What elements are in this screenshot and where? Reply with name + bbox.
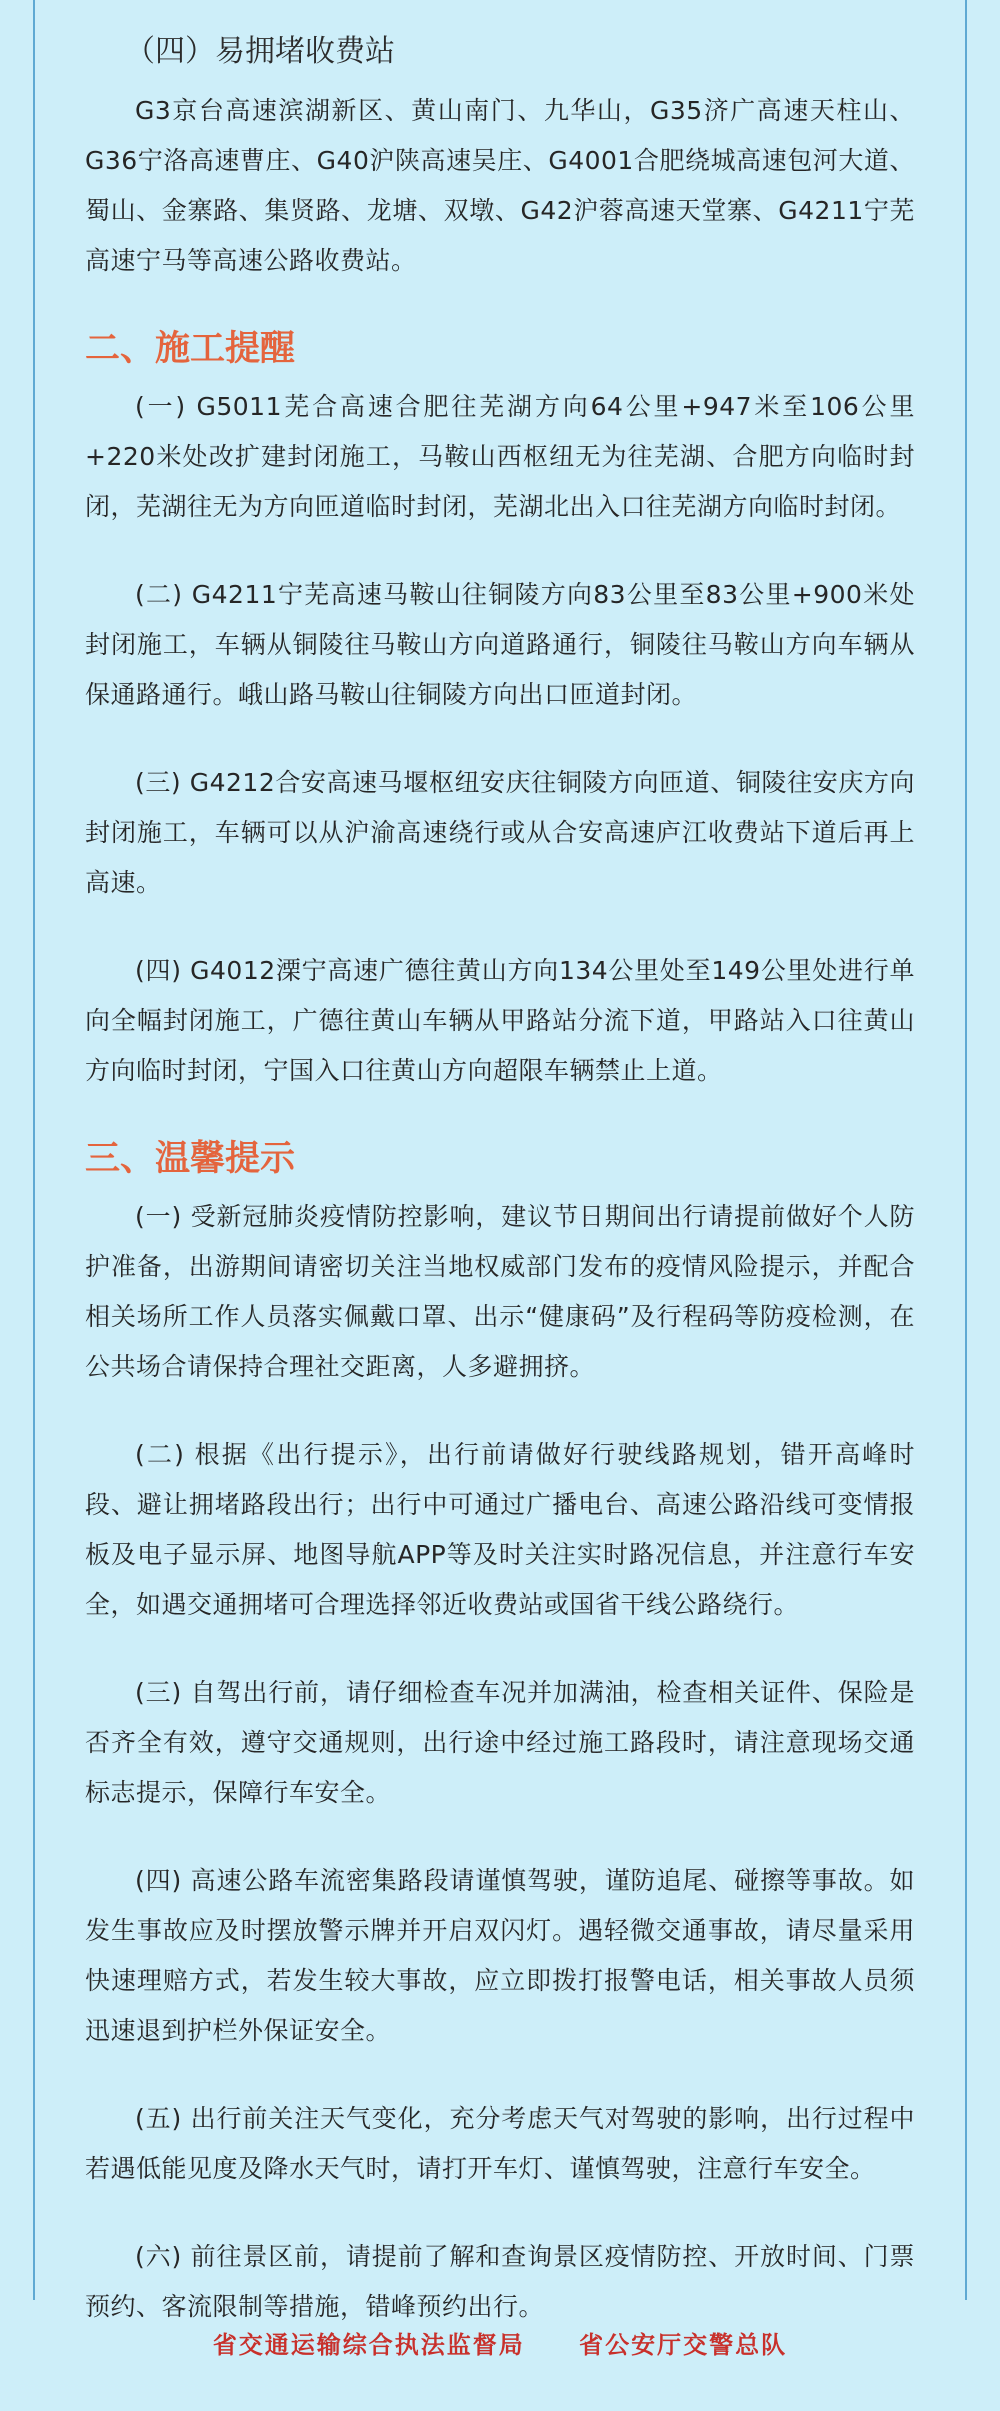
construction-item: (一) G5011芜合高速合肥往芜湖方向64公里+947米至106公里+220米处改扩建封闭施工，马鞍山西枢纽无为往芜湖、合肥方向临时封闭，芜湖往无为方向匝道临时封闭，芜湖北出入口往芜湖方向临时封闭。 bbox=[85, 392, 915, 521]
footer-organizations bbox=[0, 2325, 1000, 2360]
subheading-congested-stations: （四）易拥堵收费站 bbox=[125, 34, 395, 69]
article-body bbox=[85, 30, 915, 2370]
footer-org-transport: 省交通运输综合执法监督局 bbox=[212, 2330, 525, 2359]
construction-item: (二) G4211宁芜高速马鞍山往铜陵方向83公里至83公里+900米处封闭施工，车辆从铜陵往马鞍山方向道路通行，铜陵往马鞍山方向车辆从保通路通行。峨山路马鞍山往铜陵方向出口匝道封闭。 bbox=[85, 580, 915, 709]
tip-item: (二) 根据《出行提示》，出行前请做好行驶线路规划，错开高峰时段、避让拥堵路段出行；出行中可通过广播电台、高速公路沿线可变情报板及电子显示屏、地图导航APP等及时关注实时路况信息，并注意行车安全，如遇交通拥堵可合理选择邻近收费站或国省干线公路绕行。 bbox=[85, 1440, 915, 1619]
tip-item: (三) 自驾出行前，请仔细检查车况并加满油，检查相关证件、保险是否齐全有效，遵守交通规则，出行途中经过施工路段时，请注意现场交通标志提示，保障行车安全。 bbox=[85, 1678, 915, 1807]
tip-item: (一) 受新冠肺炎疫情防控影响，建议节日期间出行请提前做好个人防护准备，出游期间请密切关注当地权威部门发布的疫情风险提示，并配合相关场所工作人员落实佩戴口罩、出示“健康码”及行程码等防疫检测，在公共场合请保持合理社交距离，人多避拥挤。 bbox=[85, 1202, 915, 1381]
construction-item: (三) G4212合安高速马堰枢纽安庆往铜陵方向匝道、铜陵往安庆方向封闭施工，车辆可以从沪渝高速绕行或从合安高速庐江收费站下道后再上高速。 bbox=[85, 768, 915, 897]
construction-item: (四) G4012溧宁高速广德往黄山方向134公里处至149公里处进行单向全幅封闭施工，广德往黄山车辆从甲路站分流下道，甲路站入口往黄山方向临时封闭，宁国入口往黄山方向超限车辆禁止上道。 bbox=[85, 956, 915, 1085]
tip-item: (六) 前往景区前，请提前了解和查询景区疫情防控、开放时间、门票预约、客流限制等措施，错峰预约出行。 bbox=[85, 2242, 915, 2321]
tip-item: (四) 高速公路车流密集路段请谨慎驾驶，谨防追尾、碰擦等事故。如发生事故应及时摆放警示牌并开启双闪灯。遇轻微交通事故，请尽量采用快速理赔方式，若发生较大事故，应立即拨打报警电话，相关事故人员须迅速退到护栏外保证安全。 bbox=[85, 1866, 915, 2045]
section-title-construction: 二、施工提醒 bbox=[85, 329, 296, 369]
footer-org-police: 省公安厅交警总队 bbox=[579, 2330, 788, 2359]
tip-item: (五) 出行前关注天气变化，充分考虑天气对驾驶的影响，出行过程中若遇低能见度及降水天气时，请打开车灯、谨慎驾驶，注意行车安全。 bbox=[85, 2104, 915, 2183]
congested-stations-text: G3京台高速滨湖新区、黄山南门、九华山，G35济广高速天柱山、G36宁洛高速曹庄、G40沪陕高速吴庄、G4001合肥绕城高速包河大道、蜀山、金寨路、集贤路、龙塘、双墩、G42沪蓉高速天堂寨、G4211宁芜高速宁马等高速公路收费站。 bbox=[85, 96, 915, 275]
section-title-tips: 三、温馨提示 bbox=[85, 1139, 296, 1179]
left-frame-line bbox=[33, 0, 35, 2300]
right-frame-line bbox=[965, 0, 967, 2300]
